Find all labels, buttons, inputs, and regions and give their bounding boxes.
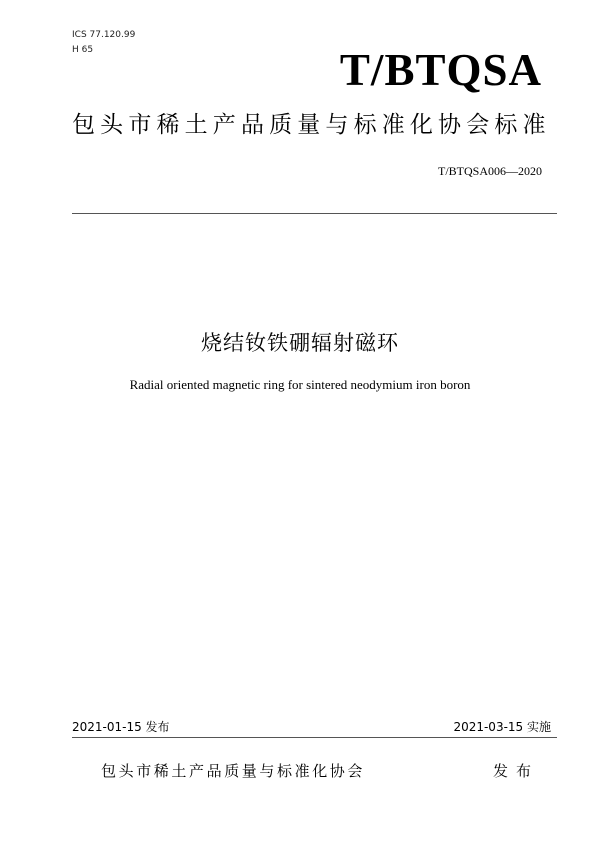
publisher-name: 包头市稀土产品质量与标准化协会: [101, 762, 366, 780]
effective-date: 2021-03-15 实施: [453, 720, 551, 734]
document-title-english: Radial oriented magnetic ring for sintered neodymium iron boron: [129, 377, 471, 392]
standard-number: T/BTQSA006—2020: [437, 164, 542, 178]
ccs-code: H 65: [72, 45, 94, 55]
ics-code: ICS 77.120.99: [72, 30, 136, 40]
document-title-chinese: 烧结钕铁硼辐射磁环: [201, 331, 399, 355]
standard-logo: T/BTQSA: [339, 45, 542, 95]
issue-date: 2021-01-15 发布: [72, 720, 170, 734]
organization-standard-title: 包头市稀土产品质量与标准化协会标准: [72, 112, 548, 138]
publish-label: 发布: [493, 762, 540, 780]
header-divider: [72, 213, 557, 214]
footer-divider: [72, 737, 557, 738]
